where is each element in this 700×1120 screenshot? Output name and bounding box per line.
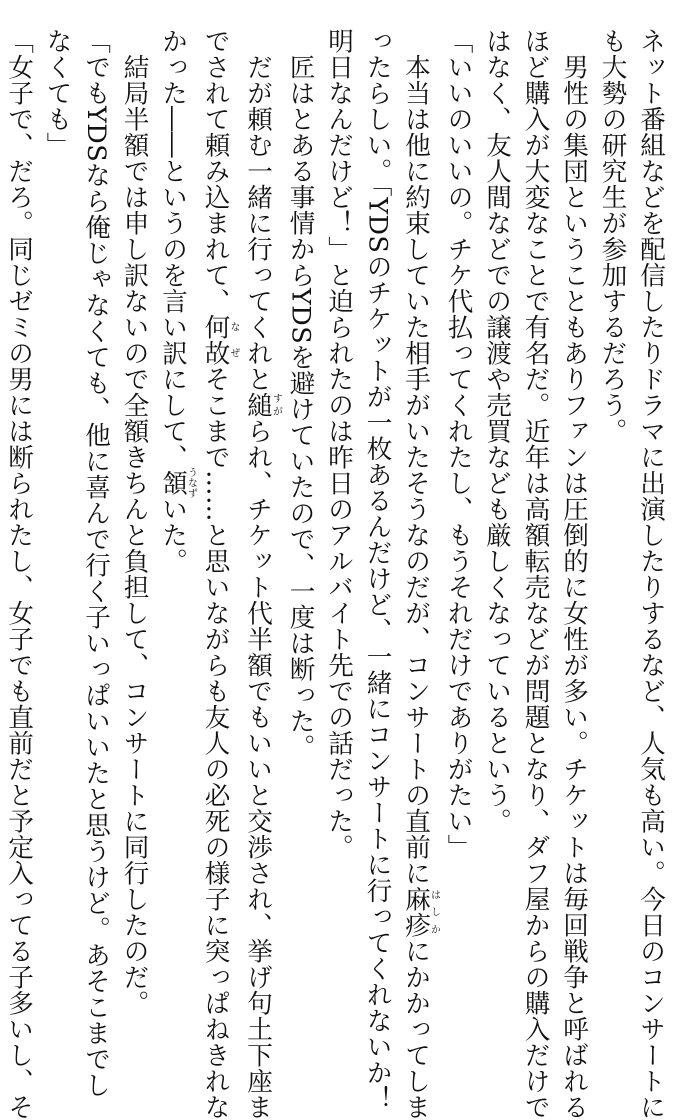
ruby-text: なぜ xyxy=(228,314,239,366)
text-line: 「女子で、だろ。同じゼミの男には断られたし、女子でも直前だと予定入ってる子多いし、そ xyxy=(4,28,34,1120)
text-line: 男性の集団ということもありファンは圧倒的に女性が多い。チケットは毎回戦争と呼ばれる xyxy=(559,28,589,1120)
ruby-suga: 縋すが xyxy=(243,392,282,418)
text-line: 本当は他に約束していた相手がいたそうなのだが、コンサートの直前に麻疹はしかにかかってしま xyxy=(401,28,440,1120)
ruby-text: はしか xyxy=(428,886,440,938)
text-line: 匠はとある事情からYDSを避けていたので、一度は断った。 xyxy=(285,28,316,761)
text-line: ネット番組などを配信したりドラマに出演したりするなど、人気も高い。今日のコンサートに xyxy=(636,28,666,1120)
text-line: ったらしい。「YDSのチケットが一枚あるんだけど、一緒にコンサートに行ってくれないか！ xyxy=(362,28,393,1112)
text-line: 結局半額では申し訳ないので全額きちんと負担して、コンサートに同行したのだ。 xyxy=(119,28,150,1016)
text-line: なくても」 xyxy=(42,28,73,158)
ruby-text: うなず xyxy=(185,467,197,499)
text-line: でされて頼み込まれて、何故なぜそこまで……と思いながらも友人の必死の様子に突っぱねきれな xyxy=(200,28,239,1120)
ruby-hashika: 麻疹はしか xyxy=(401,886,440,938)
text-line: ほど購入が大変なことで有名だ。近年は高額転売などが問題となり、ダフ屋からの購入だけで xyxy=(520,28,551,1120)
text-line: も大勢の研究生が参加するだろう。 xyxy=(597,28,628,444)
text-line: かった――というのを言い訳にして、頷うなずいた。 xyxy=(158,28,197,574)
ruby-unazu: 頷うなず xyxy=(158,467,197,499)
vertical-text-body xyxy=(0,28,670,1120)
text-line: はなく、友人間などでの譲渡や売買なども厳しくなっているという。 xyxy=(482,28,512,834)
ruby-naze: 何故なぜ xyxy=(200,314,239,366)
text-line: 「いいのいいの。チケ代払ってくれたし、もうそれだけでありがたい」 xyxy=(443,28,474,860)
text-line: だが頼む一緒に行ってくれと縋すがられ、チケット代半額でもいいと交渉され、挙げ句土下座ま xyxy=(243,28,282,1120)
text-line: 「でもYDSなら俺じゃなくても、他に喜んで行く子いっぱいいたと思うけど。あそこまでし xyxy=(81,28,111,1099)
text-line: 明日なんだけど！」と迫られたのは昨日のアルバイト先での話だった。 xyxy=(324,28,354,860)
ruby-text: すが xyxy=(270,392,282,418)
